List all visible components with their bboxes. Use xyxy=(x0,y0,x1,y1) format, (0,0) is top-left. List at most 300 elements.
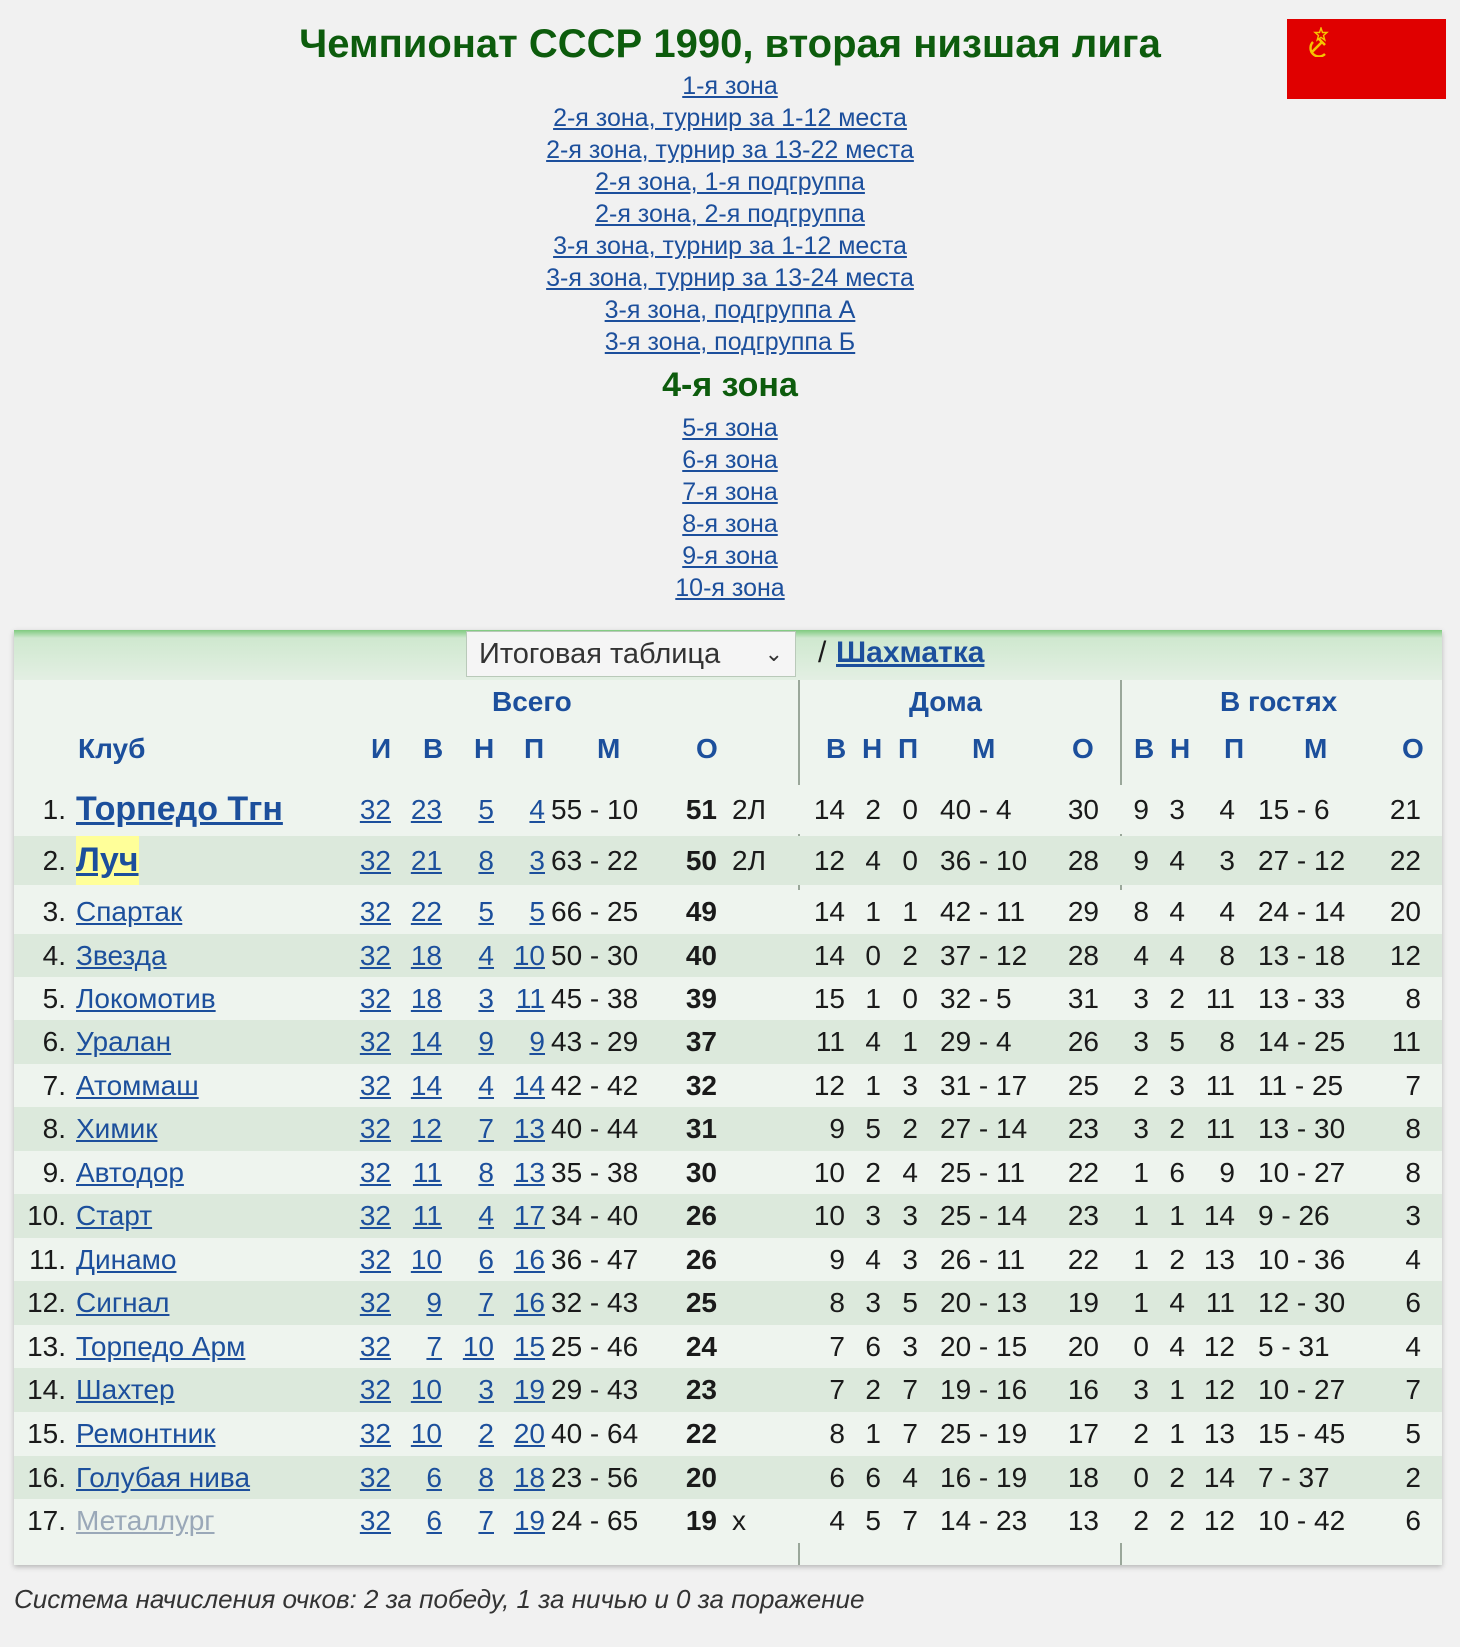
cell-ad: 4 xyxy=(1169,1331,1185,1362)
cell-ap: 6 xyxy=(1405,1287,1421,1318)
cell-hw: 15 xyxy=(813,983,845,1014)
cell-hd: 1 xyxy=(865,1070,881,1101)
cell-hg: 42 - 11 xyxy=(940,896,1026,927)
cell-l[interactable]: 19 xyxy=(513,1374,545,1405)
cell-w[interactable]: 18 xyxy=(410,983,442,1014)
club-link[interactable]: Торпедо Арм xyxy=(76,1331,246,1362)
table-row xyxy=(14,934,1442,978)
cell-hd: 4 xyxy=(865,1026,881,1057)
table-row xyxy=(14,1107,1442,1151)
zone-link[interactable]: 9-я зона xyxy=(682,542,778,570)
cell-aw: 3 xyxy=(1133,983,1149,1014)
cell-ag: 13 - 33 xyxy=(1258,983,1346,1014)
cell-pts: 26 xyxy=(685,1244,717,1275)
cell-pos: 5. xyxy=(42,983,66,1014)
club-link[interactable]: Сигнал xyxy=(76,1287,170,1318)
cell-al: 11 xyxy=(1205,1070,1235,1101)
table-row xyxy=(14,1325,1442,1369)
view-select[interactable] xyxy=(466,631,796,677)
cell-hg: 20 - 15 xyxy=(940,1331,1028,1362)
cell-hl: 1 xyxy=(902,896,918,927)
cell-goals: 29 - 43 xyxy=(551,1374,639,1405)
cell-g[interactable]: 32 xyxy=(359,1418,391,1449)
club-link[interactable]: Атоммаш xyxy=(76,1070,199,1101)
cell-goals: 40 - 64 xyxy=(551,1418,639,1449)
cell-pts: 26 xyxy=(685,1200,717,1231)
cell-goals: 45 - 38 xyxy=(551,983,639,1014)
cell-hd: 5 xyxy=(865,1505,881,1536)
club-link[interactable]: Металлург xyxy=(76,1505,215,1536)
cell-hw: 10 xyxy=(813,1200,845,1231)
table-row xyxy=(14,836,1442,885)
cell-w[interactable]: 6 xyxy=(426,1505,442,1536)
cell-aw: 8 xyxy=(1133,896,1149,927)
cell-hl: 7 xyxy=(902,1374,918,1405)
cell-g[interactable]: 32 xyxy=(359,1113,391,1144)
cell-g[interactable]: 32 xyxy=(359,940,391,971)
cell-g[interactable]: 32 xyxy=(359,1462,391,1493)
cell-al: 14 xyxy=(1203,1200,1235,1231)
cell-g[interactable]: 32 xyxy=(359,794,391,825)
cell-ag: 12 - 30 xyxy=(1258,1287,1346,1318)
cell-pos: 14. xyxy=(27,1374,66,1405)
cell-ap: 3 xyxy=(1405,1200,1421,1231)
cell-al: 3 xyxy=(1219,845,1235,876)
cell-hg: 26 - 11 xyxy=(940,1244,1026,1275)
cell-goals: 23 - 56 xyxy=(551,1462,639,1493)
cell-d[interactable]: 4 xyxy=(478,940,494,971)
cell-ag: 10 - 36 xyxy=(1258,1244,1346,1275)
cell-goals: 42 - 42 xyxy=(551,1070,639,1101)
cell-pts: 24 xyxy=(685,1331,717,1362)
cell-g[interactable]: 32 xyxy=(359,1200,391,1231)
cell-aw: 3 xyxy=(1133,1374,1149,1405)
zone-link[interactable]: 6-я зона xyxy=(682,446,778,474)
cell-hg: 32 - 5 xyxy=(940,983,1012,1014)
cell-g[interactable]: 32 xyxy=(359,1070,391,1101)
cell-w[interactable]: 23 xyxy=(410,794,442,825)
header-draws: Н xyxy=(474,733,495,764)
cell-al: 12 xyxy=(1203,1331,1235,1362)
club-link[interactable]: Шахтер xyxy=(76,1374,175,1405)
cell-g[interactable]: 32 xyxy=(359,1331,391,1362)
cell-pts: 37 xyxy=(685,1026,717,1057)
cell-aw: 1 xyxy=(1133,1244,1149,1275)
zone-link[interactable]: 3-я зона, турнир за 1-12 места xyxy=(553,232,907,260)
cell-hl: 2 xyxy=(902,1113,918,1144)
cell-hg: 37 - 12 xyxy=(940,940,1028,971)
cell-pts: 39 xyxy=(685,983,717,1014)
cell-d[interactable]: 3 xyxy=(478,1374,494,1405)
header-away-losses: П xyxy=(1224,733,1245,764)
cell-aw: 1 xyxy=(1133,1200,1149,1231)
cell-hp: 23 xyxy=(1067,1200,1099,1231)
cell-hg: 25 - 11 xyxy=(940,1157,1026,1188)
cell-pos: 8. xyxy=(42,1113,66,1144)
cell-l[interactable]: 17 xyxy=(513,1200,545,1231)
zone-link[interactable]: 3-я зона, турнир за 13-24 места xyxy=(546,264,914,292)
cell-aw: 9 xyxy=(1133,794,1149,825)
cell-hp: 20 xyxy=(1067,1331,1099,1362)
cell-d[interactable]: 4 xyxy=(478,1200,494,1231)
header-losses: П xyxy=(524,733,545,764)
cell-d[interactable]: 8 xyxy=(478,1157,494,1188)
cell-ad: 2 xyxy=(1169,1505,1185,1536)
view-toolbar xyxy=(14,630,1442,680)
cell-ad: 4 xyxy=(1169,896,1185,927)
cell-w[interactable]: 21 xyxy=(410,845,442,876)
cell-l[interactable]: 13 xyxy=(513,1157,545,1188)
header-home-draws: Н xyxy=(862,733,883,764)
cell-w[interactable]: 6 xyxy=(426,1462,442,1493)
cell-aw: 1 xyxy=(1133,1157,1149,1188)
cell-d[interactable]: 9 xyxy=(478,1026,494,1057)
cell-w[interactable]: 14 xyxy=(410,1026,442,1057)
cell-ad: 1 xyxy=(1169,1418,1185,1449)
cell-hg: 19 - 16 xyxy=(940,1374,1028,1405)
cell-hp: 16 xyxy=(1067,1374,1099,1405)
cell-d[interactable]: 2 xyxy=(478,1418,494,1449)
club-link[interactable]: Спартак xyxy=(76,896,183,927)
cell-hd: 3 xyxy=(865,1287,881,1318)
cell-l[interactable]: 16 xyxy=(513,1244,545,1275)
cell-d[interactable]: 5 xyxy=(478,794,494,825)
cell-hp: 25 xyxy=(1067,1070,1099,1101)
cell-pos: 17. xyxy=(27,1505,66,1536)
cell-pos: 16. xyxy=(27,1462,66,1493)
cell-hw: 14 xyxy=(813,794,845,825)
cell-pos: 1. xyxy=(42,794,66,825)
cell-g[interactable]: 32 xyxy=(359,1505,391,1536)
cell-l[interactable]: 9 xyxy=(529,1026,545,1057)
cell-note: 2Л xyxy=(732,845,766,876)
cell-l[interactable]: 4 xyxy=(529,794,545,825)
cell-l[interactable]: 5 xyxy=(529,896,545,927)
cell-ap: 12 xyxy=(1389,940,1421,971)
zone-link[interactable]: 5-я зона xyxy=(682,414,778,442)
cell-pos: 2. xyxy=(42,845,66,876)
group-away: В гостях xyxy=(1220,686,1338,717)
cell-pts: 25 xyxy=(685,1287,717,1318)
cell-hw: 6 xyxy=(829,1462,845,1493)
table-row xyxy=(14,1064,1442,1108)
cell-goals: 55 - 10 xyxy=(551,794,639,825)
cell-hl: 5 xyxy=(902,1287,918,1318)
cell-hw: 8 xyxy=(829,1287,845,1318)
cell-hw: 14 xyxy=(813,896,845,927)
cell-hp: 22 xyxy=(1067,1157,1099,1188)
cell-pos: 12. xyxy=(27,1287,66,1318)
cell-ag: 5 - 31 xyxy=(1258,1331,1330,1362)
cell-ag: 10 - 42 xyxy=(1258,1505,1346,1536)
table-row xyxy=(14,1499,1442,1543)
header-home-losses: П xyxy=(898,733,919,764)
cell-l[interactable]: 3 xyxy=(529,845,545,876)
view-separator: / xyxy=(818,636,827,669)
cell-ad: 3 xyxy=(1169,1070,1185,1101)
cell-hd: 1 xyxy=(865,1418,881,1449)
crosstable-link[interactable]: Шахматка xyxy=(836,636,985,669)
cell-d[interactable]: 7 xyxy=(478,1287,494,1318)
cell-w[interactable]: 18 xyxy=(410,940,442,971)
zone-link[interactable]: 7-я зона xyxy=(682,478,778,506)
header-away-wins: В xyxy=(1134,733,1155,764)
cell-ag: 14 - 25 xyxy=(1258,1026,1346,1057)
cell-hd: 6 xyxy=(865,1331,881,1362)
cell-hd: 2 xyxy=(865,1157,881,1188)
cell-al: 13 xyxy=(1203,1244,1235,1275)
cell-w[interactable]: 10 xyxy=(410,1418,442,1449)
cell-l[interactable]: 18 xyxy=(513,1462,545,1493)
cell-hw: 12 xyxy=(813,1070,845,1101)
cell-aw: 0 xyxy=(1133,1462,1149,1493)
cell-al: 8 xyxy=(1219,1026,1235,1057)
cell-hl: 1 xyxy=(902,1026,918,1057)
cell-l[interactable]: 15 xyxy=(513,1331,545,1362)
cell-pos: 9. xyxy=(42,1157,66,1188)
cell-hg: 27 - 14 xyxy=(940,1113,1028,1144)
cell-ag: 15 - 6 xyxy=(1258,794,1330,825)
cell-hd: 1 xyxy=(865,896,881,927)
cell-ag: 9 - 26 xyxy=(1258,1200,1330,1231)
cell-w[interactable]: 11 xyxy=(412,1157,442,1188)
cell-w[interactable]: 12 xyxy=(410,1113,442,1144)
cell-pos: 6. xyxy=(42,1026,66,1057)
cell-aw: 2 xyxy=(1133,1505,1149,1536)
cell-al: 13 xyxy=(1203,1418,1235,1449)
cell-g[interactable]: 32 xyxy=(359,896,391,927)
header-points: О xyxy=(696,733,718,764)
cell-d[interactable]: 8 xyxy=(478,845,494,876)
cell-hd: 5 xyxy=(865,1113,881,1144)
cell-pos: 4. xyxy=(42,940,66,971)
zone-link[interactable]: 3-я зона, подгруппа Б xyxy=(604,328,856,356)
cell-pts: 51 xyxy=(685,794,717,825)
cell-w[interactable]: 14 xyxy=(410,1070,442,1101)
zone-link[interactable]: 8-я зона xyxy=(682,510,778,538)
cell-l[interactable]: 19 xyxy=(513,1505,545,1536)
cell-d[interactable]: 5 xyxy=(478,896,494,927)
cell-pts: 50 xyxy=(685,845,717,876)
cell-d[interactable]: 3 xyxy=(478,983,494,1014)
cell-al: 9 xyxy=(1219,1157,1235,1188)
table-row xyxy=(14,890,1442,934)
cell-hp: 30 xyxy=(1067,794,1099,825)
cell-d[interactable]: 7 xyxy=(478,1505,494,1536)
cell-ap: 8 xyxy=(1405,1157,1421,1188)
cell-pos: 10. xyxy=(27,1200,66,1231)
club-link[interactable]: Динамо xyxy=(76,1244,177,1275)
cell-hg: 25 - 14 xyxy=(940,1200,1028,1231)
cell-al: 14 xyxy=(1203,1462,1235,1493)
cell-ag: 27 - 12 xyxy=(1258,845,1346,876)
cell-hg: 14 - 23 xyxy=(940,1505,1028,1536)
cell-ap: 4 xyxy=(1405,1244,1421,1275)
cell-w[interactable]: 22 xyxy=(410,896,442,927)
club-link[interactable]: Ремонтник xyxy=(76,1418,216,1449)
cell-ap: 8 xyxy=(1405,983,1421,1014)
cell-goals: 34 - 40 xyxy=(551,1200,639,1231)
club-link[interactable]: Уралан xyxy=(76,1026,172,1057)
cell-hl: 0 xyxy=(902,983,918,1014)
points-system-note: Система начисления очков: 2 за победу, 1 за ничью и 0 за поражение xyxy=(14,1584,865,1614)
cell-hw: 4 xyxy=(829,1505,845,1536)
cell-hl: 3 xyxy=(902,1200,918,1231)
cell-hp: 28 xyxy=(1067,940,1099,971)
club-link[interactable]: Луч xyxy=(76,836,139,885)
cell-hd: 0 xyxy=(865,940,881,971)
cell-w[interactable]: 7 xyxy=(426,1331,442,1362)
cell-hg: 40 - 4 xyxy=(940,794,1012,825)
cell-d[interactable]: 4 xyxy=(478,1070,494,1101)
cell-g[interactable]: 32 xyxy=(359,845,391,876)
cell-hl: 3 xyxy=(902,1070,918,1101)
cell-ad: 6 xyxy=(1169,1157,1185,1188)
cell-ag: 7 - 37 xyxy=(1258,1462,1330,1493)
cell-ap: 2 xyxy=(1405,1462,1421,1493)
cell-hw: 10 xyxy=(813,1157,845,1188)
table-row xyxy=(14,1151,1442,1195)
club-link[interactable]: Голубая нива xyxy=(76,1462,251,1493)
club-link[interactable]: Химик xyxy=(76,1113,158,1144)
cell-hg: 29 - 4 xyxy=(940,1026,1012,1057)
club-link[interactable]: Торпедо Тгн xyxy=(76,790,283,828)
cell-goals: 63 - 22 xyxy=(551,845,639,876)
cell-goals: 35 - 38 xyxy=(551,1157,639,1188)
cell-note: 2Л xyxy=(732,794,766,825)
cell-hg: 31 - 17 xyxy=(940,1070,1028,1101)
cell-hl: 7 xyxy=(902,1505,918,1536)
cell-ag: 10 - 27 xyxy=(1258,1374,1346,1405)
cell-ag: 24 - 14 xyxy=(1258,896,1346,927)
table-row xyxy=(14,1194,1442,1238)
cell-d[interactable]: 8 xyxy=(478,1462,494,1493)
table-row xyxy=(14,1238,1442,1282)
cell-g[interactable]: 32 xyxy=(359,1157,391,1188)
cell-pts: 23 xyxy=(685,1374,717,1405)
cell-hp: 31 xyxy=(1067,983,1099,1014)
cell-hw: 9 xyxy=(829,1113,845,1144)
cell-w[interactable]: 9 xyxy=(426,1287,442,1318)
cell-pts: 40 xyxy=(685,940,717,971)
table-row xyxy=(14,1456,1442,1500)
cell-al: 12 xyxy=(1203,1374,1235,1405)
cell-ad: 2 xyxy=(1169,1113,1185,1144)
cell-hl: 4 xyxy=(902,1157,918,1188)
cell-g[interactable]: 32 xyxy=(359,1244,391,1275)
cell-hd: 6 xyxy=(865,1462,881,1493)
cell-hw: 12 xyxy=(813,845,845,876)
cell-hg: 20 - 13 xyxy=(940,1287,1028,1318)
group-total: Всего xyxy=(492,686,572,717)
cell-pos: 3. xyxy=(42,896,66,927)
cell-ag: 13 - 18 xyxy=(1258,940,1346,971)
club-link[interactable]: Старт xyxy=(76,1200,153,1231)
header-home-wins: В xyxy=(826,733,847,764)
zone-link[interactable]: 3-я зона, подгруппа А xyxy=(604,296,856,324)
cell-w[interactable]: 11 xyxy=(412,1200,442,1231)
cell-hl: 0 xyxy=(902,845,918,876)
cell-d[interactable]: 10 xyxy=(462,1331,494,1362)
cell-g[interactable]: 32 xyxy=(359,983,391,1014)
cell-g[interactable]: 32 xyxy=(359,1374,391,1405)
cell-l[interactable]: 14 xyxy=(513,1070,545,1101)
header-wins: В xyxy=(423,733,444,764)
cell-ad: 1 xyxy=(1169,1200,1185,1231)
table-row xyxy=(14,1412,1442,1456)
cell-ag: 13 - 30 xyxy=(1258,1113,1346,1144)
cell-hl: 3 xyxy=(902,1331,918,1362)
cell-al: 4 xyxy=(1219,896,1235,927)
cell-ag: 15 - 45 xyxy=(1258,1418,1346,1449)
cell-ad: 1 xyxy=(1169,1374,1185,1405)
zone-nav xyxy=(0,70,1460,604)
cell-aw: 3 xyxy=(1133,1113,1149,1144)
cell-l[interactable]: 11 xyxy=(515,983,545,1014)
cell-goals: 50 - 30 xyxy=(551,940,639,971)
standings-table xyxy=(14,630,1442,1565)
cell-aw: 9 xyxy=(1133,845,1149,876)
cell-hd: 2 xyxy=(865,1374,881,1405)
view-select-value: Итоговая таблица xyxy=(479,638,721,670)
chevron-down-icon: ⌄ xyxy=(764,641,783,666)
cell-aw: 3 xyxy=(1133,1026,1149,1057)
cell-al: 11 xyxy=(1205,1287,1235,1318)
cell-d[interactable]: 7 xyxy=(478,1113,494,1144)
cell-l[interactable]: 13 xyxy=(513,1113,545,1144)
cell-goals: 40 - 44 xyxy=(551,1113,639,1144)
cell-al: 11 xyxy=(1205,983,1235,1014)
cell-pts: 32 xyxy=(685,1070,717,1101)
cell-aw: 4 xyxy=(1133,940,1149,971)
club-link[interactable]: Локомотив xyxy=(76,983,216,1014)
cell-g[interactable]: 32 xyxy=(359,1026,391,1057)
cell-ad: 2 xyxy=(1169,1462,1185,1493)
cell-hw: 7 xyxy=(829,1374,845,1405)
cell-al: 4 xyxy=(1219,794,1235,825)
zone-link[interactable]: 2-я зона, турнир за 1-12 места xyxy=(553,104,907,132)
group-home: Дома xyxy=(909,686,982,717)
cell-g[interactable]: 32 xyxy=(359,1287,391,1318)
zone-link[interactable]: 2-я зона, 1-я подгруппа xyxy=(595,168,865,196)
cell-w[interactable]: 10 xyxy=(410,1244,442,1275)
cell-w[interactable]: 10 xyxy=(410,1374,442,1405)
cell-goals: 24 - 65 xyxy=(551,1505,639,1536)
cell-pos: 13. xyxy=(27,1331,66,1362)
cell-hd: 4 xyxy=(865,1244,881,1275)
cell-pos: 11. xyxy=(29,1244,66,1275)
cell-d[interactable]: 6 xyxy=(478,1244,494,1275)
cell-l[interactable]: 16 xyxy=(513,1287,545,1318)
club-link[interactable]: Автодор xyxy=(76,1157,184,1188)
cell-aw: 0 xyxy=(1133,1331,1149,1362)
zone-link[interactable]: 10-я зона xyxy=(675,574,785,602)
cell-pts: 22 xyxy=(685,1418,717,1449)
table-row xyxy=(14,785,1442,834)
cell-ap: 4 xyxy=(1405,1331,1421,1362)
zone-link[interactable]: 2-я зона, турнир за 13-22 места xyxy=(546,136,914,164)
cell-hg: 16 - 19 xyxy=(940,1462,1028,1493)
cell-l[interactable]: 10 xyxy=(513,940,545,971)
cell-ap: 11 xyxy=(1391,1026,1421,1057)
club-link[interactable]: Звезда xyxy=(76,940,167,971)
zone-link[interactable]: 2-я зона, 2-я подгруппа xyxy=(595,200,865,228)
cell-hd: 1 xyxy=(865,983,881,1014)
zone-link[interactable]: 1-я зона xyxy=(682,72,778,100)
cell-ad: 4 xyxy=(1169,1287,1185,1318)
cell-l[interactable]: 20 xyxy=(513,1418,545,1449)
cell-pos: 7. xyxy=(42,1070,66,1101)
